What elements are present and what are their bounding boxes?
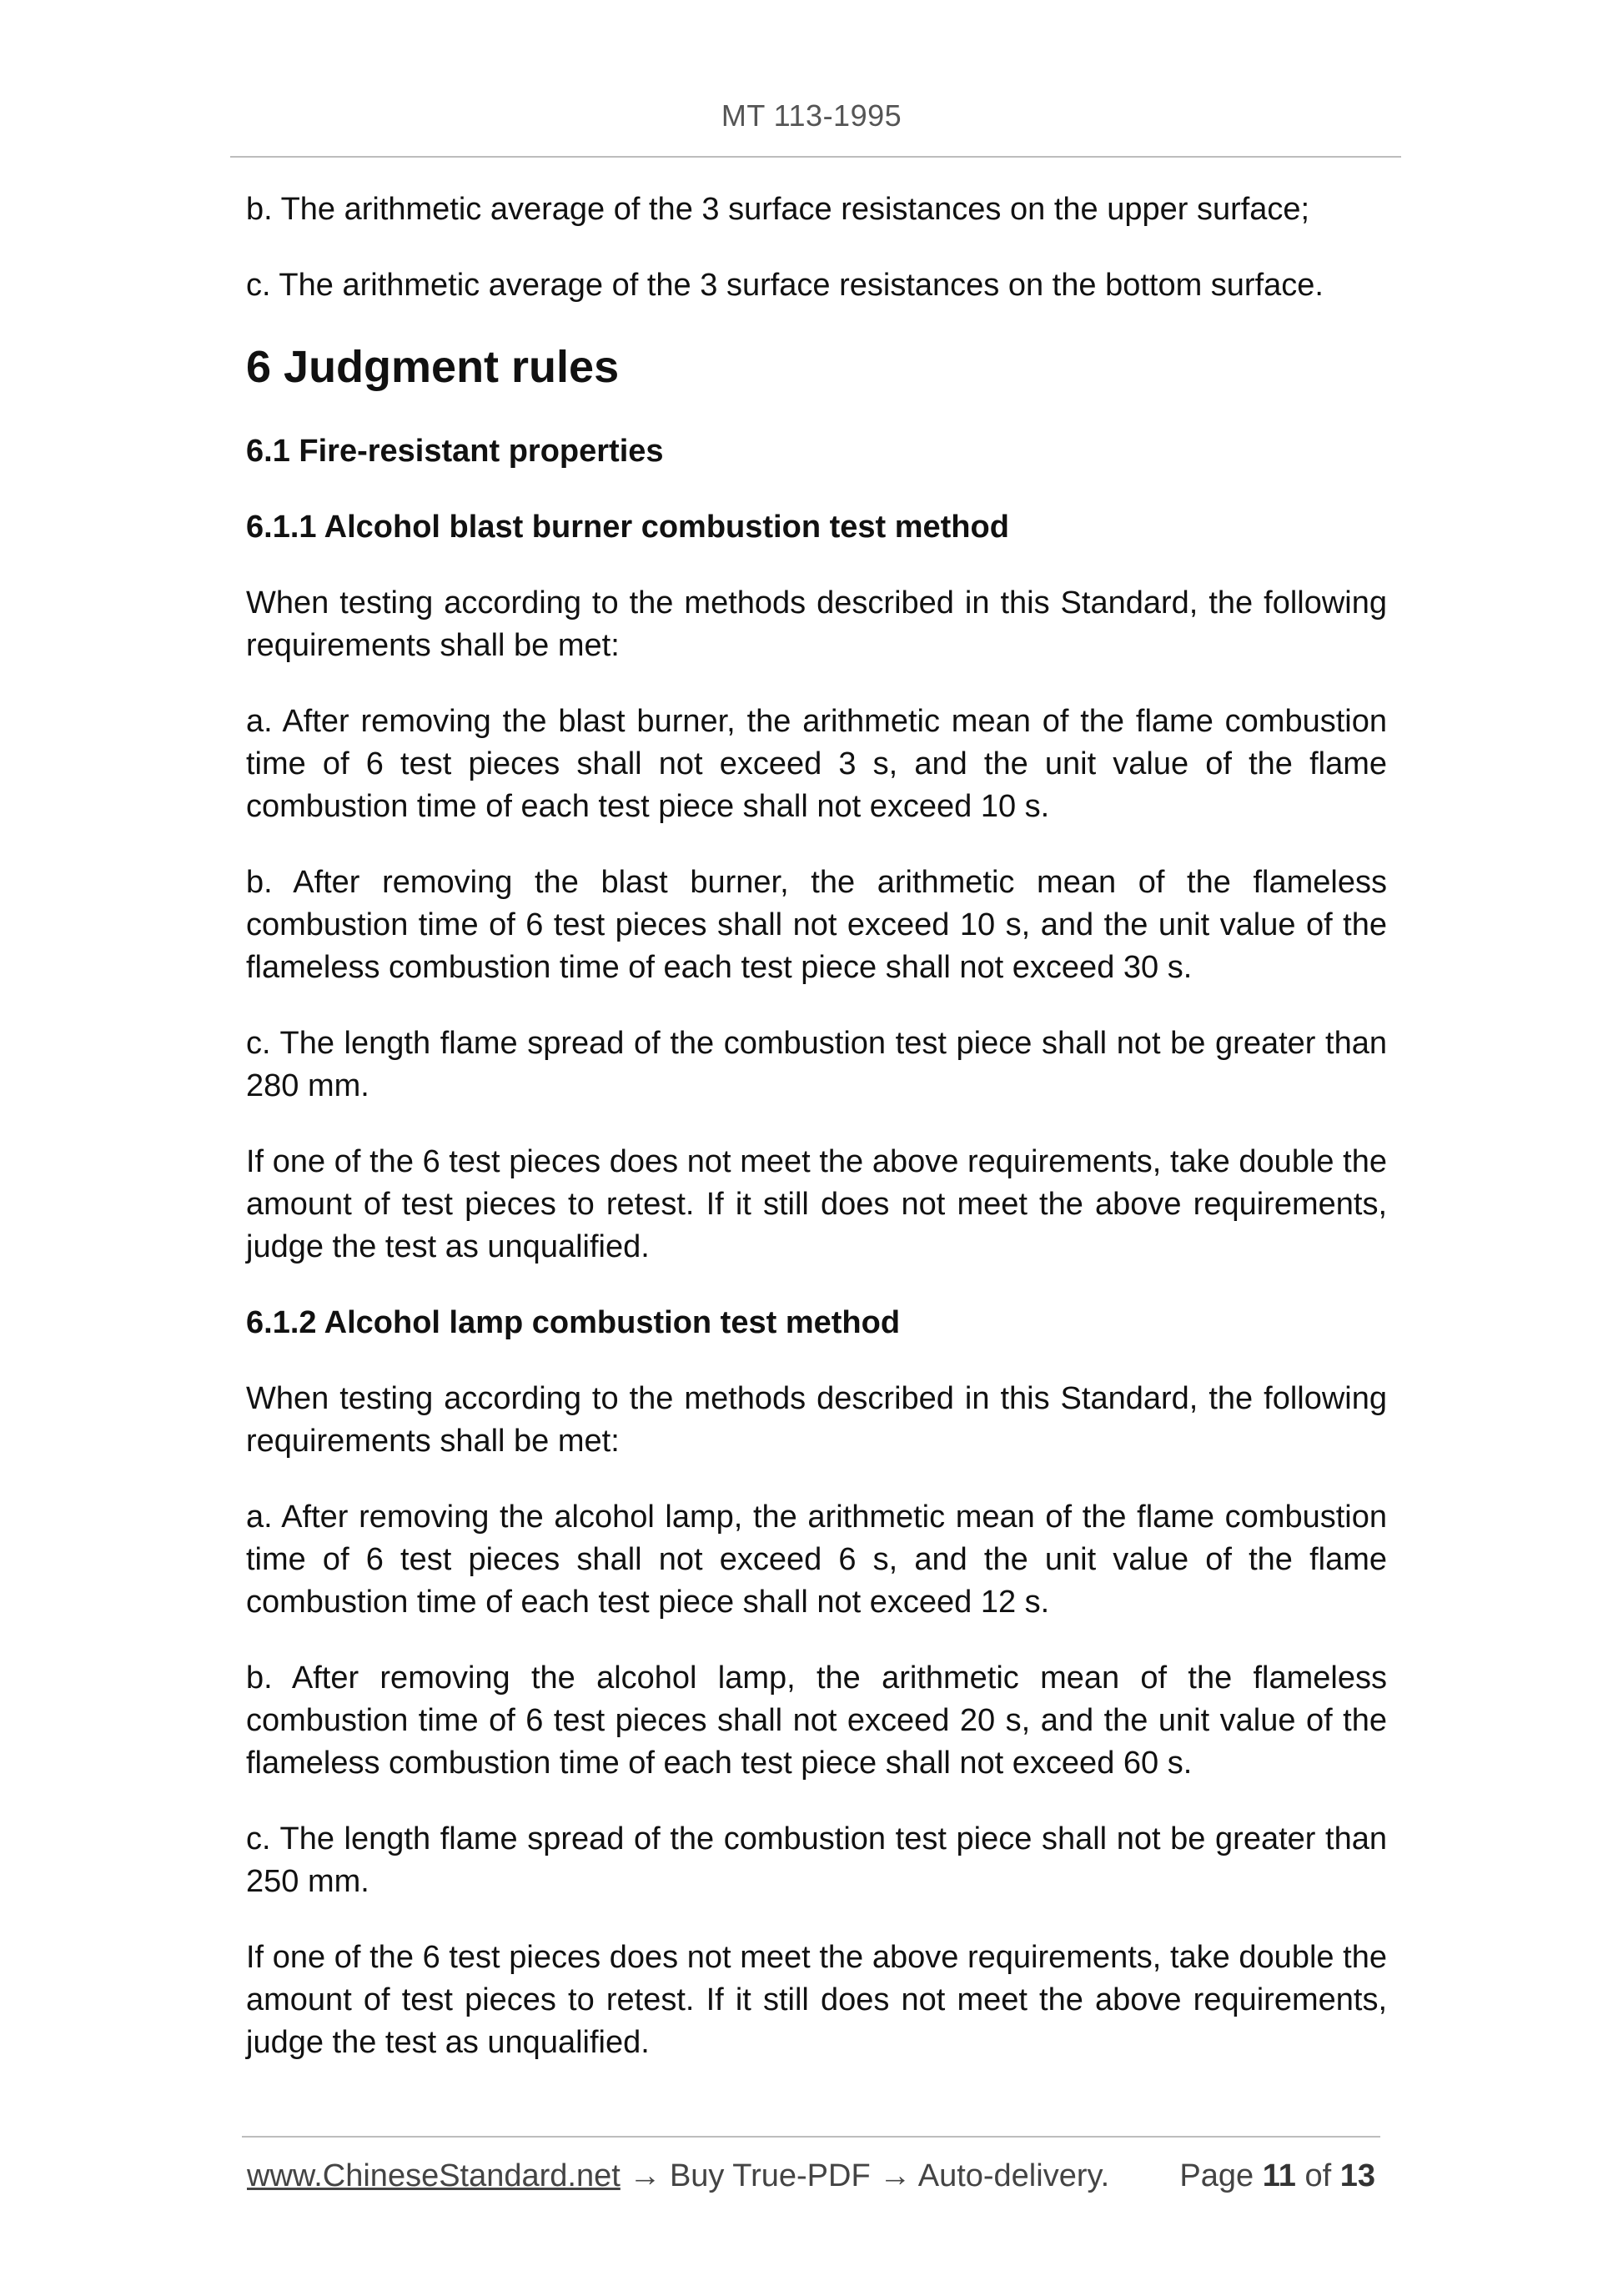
- paragraph-6-1-2-c: c. The length flame spread of the combustion test piece shall not be greater than 250 mm.: [246, 1821, 1387, 1899]
- paragraph-c-bottom-surface: c. The arithmetic average of the 3 surface resistances on the bottom surface.: [246, 268, 1324, 303]
- paragraph-6-1-1-c: c. The length flame spread of the combustion test piece shall not be greater than 280 mm.: [246, 1026, 1387, 1103]
- document-body: [246, 188, 1387, 2098]
- website-link[interactable]: www.ChineseStandard.net: [247, 2158, 621, 2193]
- paragraph-6-1-2-intro: When testing according to the methods described in this Standard, the following requirements shall be met:: [246, 1381, 1387, 1459]
- page-total: 13: [1339, 2158, 1375, 2193]
- auto-delivery-text: Auto-delivery.: [917, 2158, 1110, 2193]
- buy-true-pdf-text: Buy True-PDF: [669, 2158, 871, 2193]
- section-heading-6-1: 6.1 Fire-resistant properties: [246, 434, 664, 469]
- section-heading-6-1-1: 6.1.1 Alcohol blast burner combustion test method: [246, 510, 1009, 545]
- arrow-icon: →: [879, 2158, 912, 2193]
- paragraph-b-upper-surface: b. The arithmetic average of the 3 surface resistances on the upper surface;: [246, 192, 1310, 227]
- header-divider: [230, 156, 1401, 158]
- section-heading-6: 6 Judgment rules: [246, 342, 620, 392]
- paragraph-6-1-1-a: a. After removing the blast burner, the arithmetic mean of the flame combustion time of 6 test pieces shall not exceed 3 s, and the unit value of the flame combustion time of each test piece shall not exceed 10 s.: [246, 704, 1387, 824]
- footer-promo: [247, 2158, 1109, 2194]
- section-heading-6-1-2: 6.1.2 Alcohol lamp combustion test method: [246, 1305, 901, 1340]
- paragraph-6-1-1-b: b. After removing the blast burner, the arithmetic mean of the flameless combustion time of 6 test pieces shall not exceed 10 s, and the unit value of the flameless combustion time of each test piece shall not exceed 30 s.: [246, 865, 1387, 985]
- arrow-icon: →: [629, 2158, 661, 2193]
- paragraph-6-1-2-a: a. After removing the alcohol lamp, the arithmetic mean of the flame combustion time of 6 test pieces shall not exceed 6 s, and the unit value of the flame combustion time of each test piece shall not exceed 12 s.: [246, 1500, 1387, 1620]
- paragraph-6-1-1-retest: If one of the 6 test pieces does not meet the above requirements, take double the amount of test pieces to retest. If it still does not meet the above requirements, judge the test as unqualified.: [246, 1144, 1387, 1264]
- of-label: of: [1304, 2158, 1332, 2193]
- page-number: [1179, 2158, 1375, 2194]
- footer-divider: [242, 2136, 1380, 2138]
- page-header-title: MT 113-1995: [721, 98, 902, 133]
- page-label: Page: [1179, 2158, 1254, 2193]
- paragraph-6-1-2-b: b. After removing the alcohol lamp, the arithmetic mean of the flameless combustion time of 6 test pieces shall not exceed 20 s, and the unit value of the flameless combustion time of each test piece shall not exceed 60 s.: [246, 1660, 1387, 1781]
- paragraph-6-1-1-intro: When testing according to the methods described in this Standard, the following requirements shall be met:: [246, 585, 1387, 663]
- paragraph-6-1-2-retest: If one of the 6 test pieces does not meet the above requirements, take double the amount of test pieces to retest. If it still does not meet the above requirements, judge the test as unqualified.: [246, 1940, 1387, 2060]
- page-current: 11: [1262, 2158, 1296, 2193]
